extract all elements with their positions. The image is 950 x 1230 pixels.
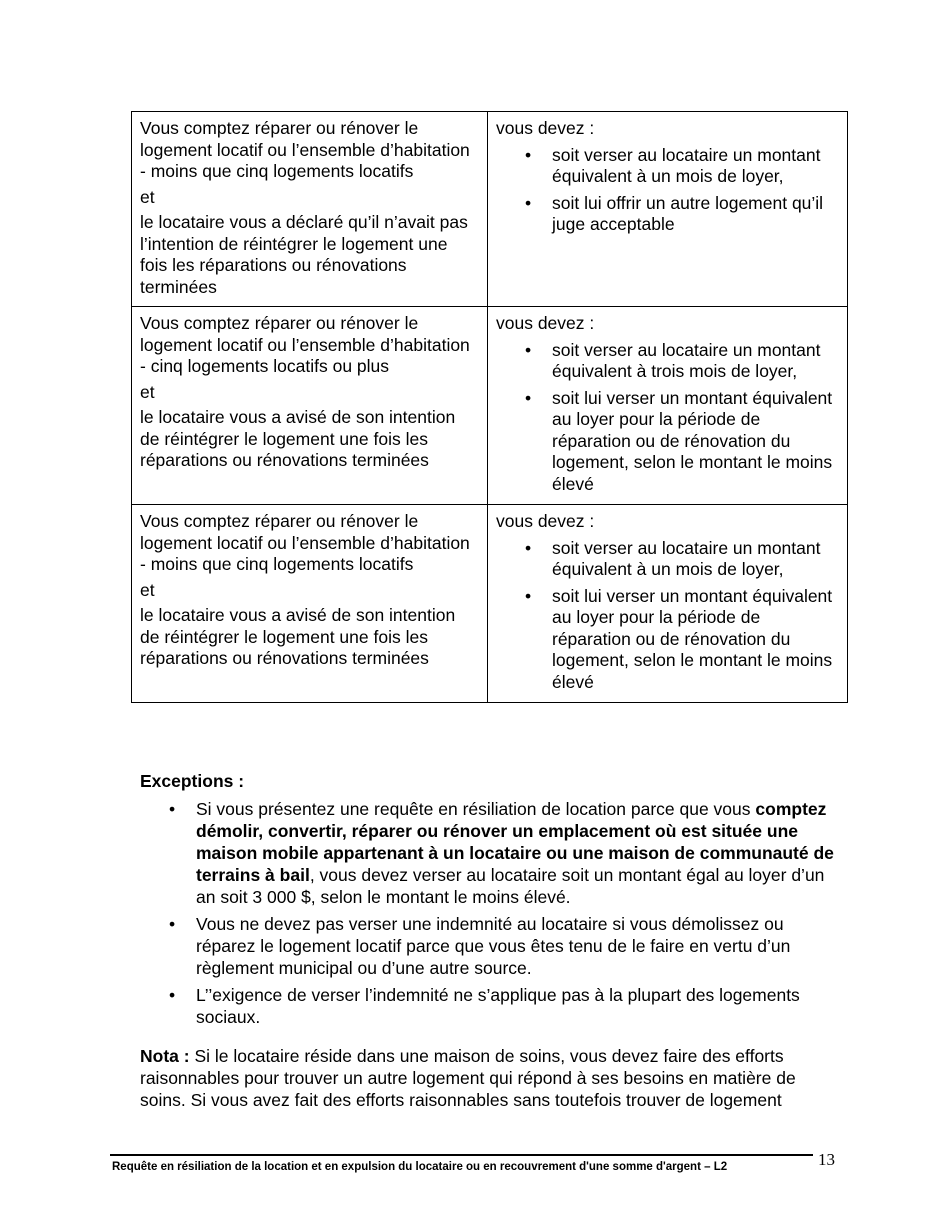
conjunction: et — [140, 579, 155, 600]
condition-cell — [132, 112, 488, 307]
obligation-list — [496, 145, 839, 236]
list-item: • soit verser au locataire un montant équivalent à trois mois de loyer, — [552, 340, 839, 383]
table-row — [132, 112, 848, 307]
condition-cell — [132, 307, 488, 505]
obligation-cell — [488, 112, 848, 307]
list-item: • soit lui verser un montant équivalent au loyer pour la période de réparation ou de rénovation du logement, selon le montant le moins élevé — [552, 586, 839, 694]
page-number: 13 — [818, 1150, 835, 1169]
obligation-lead: vous devez : — [496, 511, 595, 531]
condition-text: Vous comptez réparer ou rénover le logement locatif ou l’ensemble d’habitation - moins que cinq logements locatifs — [140, 511, 470, 574]
obligation-cell — [488, 505, 848, 703]
list-item — [196, 798, 840, 908]
note-label: Nota : — [140, 1046, 190, 1066]
condition-text: le locataire vous a déclaré qu’il n’avait pas l’intention de réintégrer le logement une fois les réparations ou rénovations terminées — [140, 212, 468, 297]
exceptions-heading: Exceptions : — [140, 771, 245, 791]
conditions-table — [131, 111, 848, 703]
list-item: • L’’exigence de verser l’indemnité ne s’applique pas à la plupart des logements sociaux. — [196, 984, 840, 1028]
list-item: • Vous ne devez pas verser une indemnité au locataire si vous démolissez ou réparez le logement locatif parce que vous êtes tenu de le faire en vertu d’un règlement municipal ou d’une autre source. — [196, 913, 840, 979]
condition-text: Vous comptez réparer ou rénover le logement locatif ou l’ensemble d’habitation - moins que cinq logements locatifs — [140, 118, 470, 181]
conjunction: et — [140, 186, 155, 207]
condition-text: le locataire vous a avisé de son intention de réintégrer le logement une fois les réparations ou rénovations terminées — [140, 407, 456, 470]
obligation-lead: vous devez : — [496, 313, 595, 333]
obligation-cell — [488, 307, 848, 505]
exception-text: Si vous présentez une requête en résiliation de location parce que vous — [196, 799, 756, 819]
condition-cell — [132, 505, 488, 703]
obligation-list — [496, 538, 839, 694]
conjunction: et — [140, 381, 155, 402]
list-item: • soit verser au locataire un montant équivalent à un mois de loyer, — [552, 538, 839, 581]
condition-text: le locataire vous a avisé de son intention de réintégrer le logement une fois les réparations ou rénovations terminées — [140, 605, 456, 668]
exceptions-list — [140, 798, 840, 1028]
table-row — [132, 307, 848, 505]
obligation-list — [496, 340, 839, 496]
footer-title: Requête en résiliation de la location et en expulsion du locataire ou en recouvrement d'une somme d'argent – L2 — [112, 1161, 728, 1173]
table-row — [132, 505, 848, 703]
exception-text: , vous devez verser au locataire soit un montant égal au loyer d’un an soit 3 000 $, selon le montant le moins élevé. — [196, 865, 825, 907]
list-item: • soit lui verser un montant équivalent au loyer pour la période de réparation ou de rénovation du logement, selon le montant le moins élevé — [552, 388, 839, 496]
obligation-lead: vous devez : — [496, 118, 595, 138]
condition-text: Vous comptez réparer ou rénover le logement locatif ou l’ensemble d’habitation - cinq logements locatifs ou plus — [140, 313, 470, 376]
footer-divider — [110, 1154, 813, 1156]
exceptions-section — [140, 770, 840, 1033]
list-item: • soit verser au locataire un montant équivalent à un mois de loyer, — [552, 145, 839, 188]
note-text: Si le locataire réside dans une maison de soins, vous devez faire des efforts raisonnables pour trouver un autre logement qui répond à ses besoins en matière de soins. Si vous avez fait des efforts raisonnables sans toutefois trouver de logement — [140, 1046, 796, 1110]
list-item: • soit lui offrir un autre logement qu’il juge acceptable — [552, 193, 839, 236]
exception-bold-text: comptez démolir, convertir, réparer ou rénover un emplacement où est située une maison mobile appartenant à un locataire ou une maison de communauté de terrains à bail — [196, 799, 834, 885]
note-paragraph — [140, 1045, 840, 1111]
